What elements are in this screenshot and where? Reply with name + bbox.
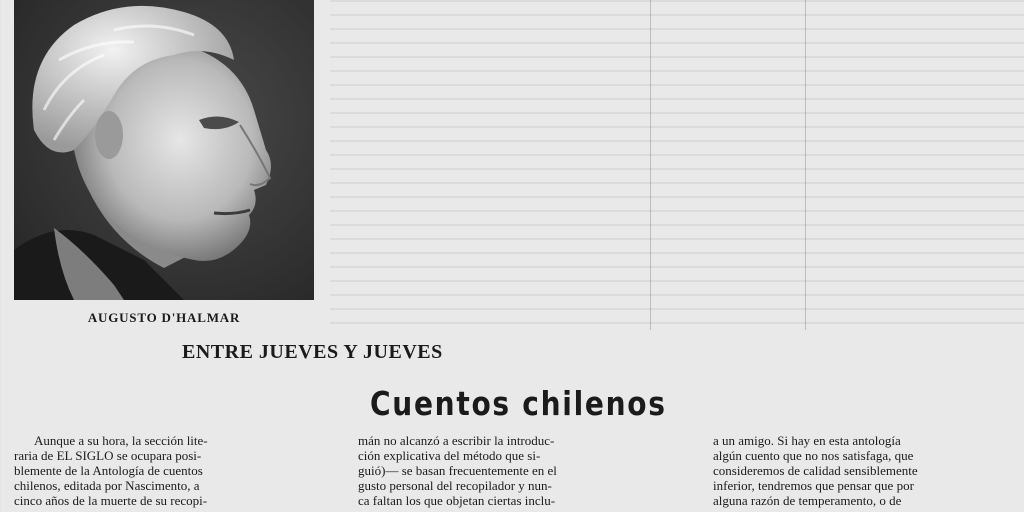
article-column-3 xyxy=(713,433,1018,508)
text-line: raria de EL SIGLO se ocupara posi- xyxy=(14,448,202,463)
text-line: cinco años de la muerte de su recopi- xyxy=(14,493,208,508)
text-line: chilenos, editada por Nascimento, a xyxy=(14,478,200,493)
portrait-image xyxy=(14,0,314,300)
ghost-column-rule xyxy=(805,0,806,330)
text-line: alguna razón de temperamento, o de xyxy=(713,493,902,508)
text-line: algún cuento que no nos satisfaga, que xyxy=(713,448,914,463)
text-line: ción explicativa del método que si- xyxy=(358,448,541,463)
photo-caption: AUGUSTO D'HALMAR xyxy=(87,310,241,325)
text-line: inferior, tendremos que pensar que por xyxy=(713,478,914,493)
text-line: ca faltan los que objetan ciertas inclu- xyxy=(358,493,556,508)
text-line: gusto personal del recopilador y nun- xyxy=(358,478,552,493)
text-line: guió)— se basan frecuentemente en el xyxy=(358,463,557,478)
text-line: consideremos de calidad sensiblemente xyxy=(713,463,918,478)
portrait-photo xyxy=(14,0,314,300)
text-line: mán no alcanzó a escribir la introduc- xyxy=(358,433,555,448)
text-line: a un amigo. Si hay en esta antología xyxy=(713,433,901,448)
article-headline: Cuentos chilenos xyxy=(370,384,667,423)
article-column-1 xyxy=(14,433,316,508)
text-line: Aunque a su hora, la sección lite- xyxy=(34,433,208,448)
text-line: blemente de la Antología de cuentos xyxy=(14,463,203,478)
article-column-2 xyxy=(358,433,665,508)
show-through-print xyxy=(330,0,1024,330)
ghost-column-rule xyxy=(650,0,651,330)
section-kicker: ENTRE JUEVES Y JUEVES xyxy=(182,341,443,363)
